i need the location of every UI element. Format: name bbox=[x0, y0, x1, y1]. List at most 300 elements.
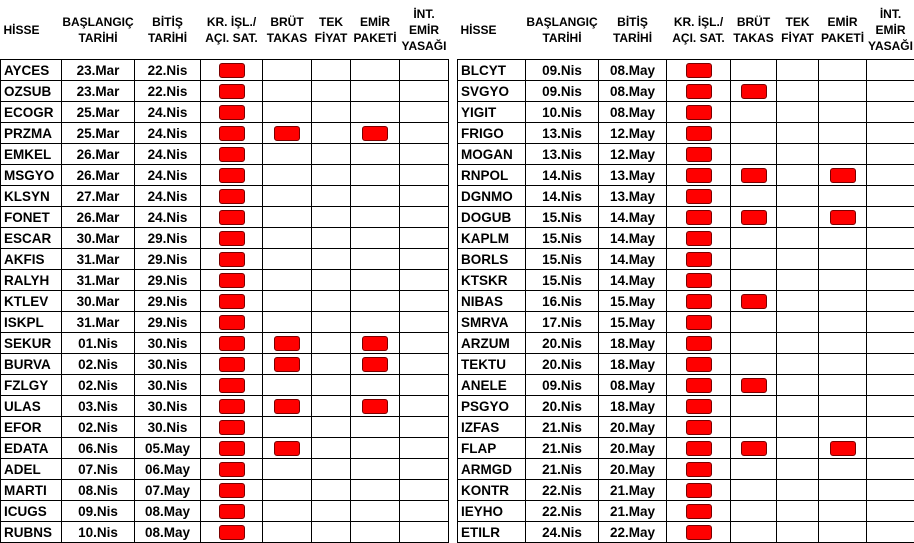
flag-cell-int bbox=[867, 102, 914, 123]
table-row bbox=[458, 396, 914, 417]
flag-cell-tek bbox=[777, 459, 819, 480]
end-date: 14.May bbox=[599, 207, 667, 228]
red-flag-marker bbox=[686, 399, 712, 414]
flag-cell-emir bbox=[819, 270, 867, 291]
table-row bbox=[458, 354, 914, 375]
end-date: 13.May bbox=[599, 186, 667, 207]
flag-cell-kr bbox=[201, 228, 263, 249]
red-flag-marker bbox=[219, 105, 245, 120]
stock-code: KLSYN bbox=[1, 186, 62, 207]
red-flag-marker bbox=[219, 63, 245, 78]
flag-cell-brut bbox=[263, 459, 312, 480]
stock-code: BURVA bbox=[1, 354, 62, 375]
flag-cell-brut bbox=[731, 501, 777, 522]
flag-cell-emir bbox=[819, 522, 867, 543]
flag-cell-kr bbox=[201, 459, 263, 480]
flag-cell-tek bbox=[777, 312, 819, 333]
end-date: 08.May bbox=[599, 375, 667, 396]
header-start-date: BAŞLANGIÇ TARİHİ bbox=[62, 14, 134, 45]
flag-cell-tek bbox=[312, 396, 351, 417]
table-row bbox=[458, 501, 914, 522]
table-row bbox=[1, 249, 449, 270]
flag-cell-int bbox=[867, 333, 914, 354]
header-single-price: TEK FİYAT bbox=[781, 14, 814, 45]
flag-cell-brut bbox=[263, 249, 312, 270]
flag-cell-int bbox=[400, 312, 449, 333]
flag-cell-emir bbox=[351, 60, 400, 81]
end-date: 08.May bbox=[599, 81, 667, 102]
table-row bbox=[1, 207, 449, 228]
end-date: 24.Nis bbox=[135, 123, 201, 144]
start-date: 22.Nis bbox=[526, 501, 599, 522]
flag-cell-brut bbox=[263, 354, 312, 375]
left-table-body bbox=[1, 60, 449, 543]
flag-cell-kr bbox=[667, 144, 731, 165]
stock-code: SMRVA bbox=[458, 312, 526, 333]
start-date: 13.Nis bbox=[526, 123, 599, 144]
red-flag-marker bbox=[219, 420, 245, 435]
start-date: 06.Nis bbox=[62, 438, 135, 459]
flag-cell-emir bbox=[351, 522, 400, 543]
flag-cell-brut bbox=[263, 375, 312, 396]
flag-cell-brut bbox=[263, 438, 312, 459]
red-flag-marker bbox=[741, 84, 767, 99]
flag-cell-brut bbox=[263, 144, 312, 165]
flag-cell-emir bbox=[819, 291, 867, 312]
flag-cell-tek bbox=[312, 501, 351, 522]
red-flag-marker bbox=[274, 336, 300, 351]
stock-code: KAPLM bbox=[458, 228, 526, 249]
red-flag-marker bbox=[362, 399, 388, 414]
flag-cell-tek bbox=[777, 501, 819, 522]
table-row bbox=[458, 207, 914, 228]
flag-cell-int bbox=[867, 312, 914, 333]
flag-cell-kr bbox=[201, 123, 263, 144]
flag-cell-int bbox=[400, 396, 449, 417]
flag-cell-emir bbox=[819, 417, 867, 438]
flag-cell-int bbox=[400, 438, 449, 459]
stock-code: ADEL bbox=[1, 459, 62, 480]
red-flag-marker bbox=[219, 294, 245, 309]
stock-code: IEYHO bbox=[458, 501, 526, 522]
flag-cell-int bbox=[400, 60, 449, 81]
flag-cell-int bbox=[867, 417, 914, 438]
table-row bbox=[458, 165, 914, 186]
flag-cell-emir bbox=[819, 333, 867, 354]
flag-cell-brut bbox=[731, 144, 777, 165]
end-date: 24.Nis bbox=[135, 186, 201, 207]
flag-cell-int bbox=[867, 186, 914, 207]
stock-code: ARMGD bbox=[458, 459, 526, 480]
stock-code: RUBNS bbox=[1, 522, 62, 543]
flag-cell-tek bbox=[312, 333, 351, 354]
flag-cell-kr bbox=[201, 270, 263, 291]
stock-code: ECOGR bbox=[1, 102, 62, 123]
start-date: 30.Mar bbox=[62, 291, 135, 312]
red-flag-marker bbox=[219, 525, 245, 540]
red-flag-marker bbox=[686, 462, 712, 477]
stock-code: MARTI bbox=[1, 480, 62, 501]
flag-cell-kr bbox=[201, 522, 263, 543]
flag-cell-int bbox=[867, 228, 914, 249]
end-date: 08.May bbox=[599, 102, 667, 123]
flag-cell-kr bbox=[201, 102, 263, 123]
flag-cell-int bbox=[867, 480, 914, 501]
red-flag-marker bbox=[686, 210, 712, 225]
flag-cell-brut bbox=[263, 165, 312, 186]
end-date: 30.Nis bbox=[135, 354, 201, 375]
table-row bbox=[458, 60, 914, 81]
end-date: 15.May bbox=[599, 312, 667, 333]
flag-cell-kr bbox=[667, 417, 731, 438]
flag-cell-emir bbox=[351, 270, 400, 291]
flag-cell-brut bbox=[263, 333, 312, 354]
table-row bbox=[1, 375, 449, 396]
stock-code: EMKEL bbox=[1, 144, 62, 165]
flag-cell-kr bbox=[201, 375, 263, 396]
red-flag-marker bbox=[274, 441, 300, 456]
flag-cell-int bbox=[867, 81, 914, 102]
start-date: 03.Nis bbox=[62, 396, 135, 417]
red-flag-marker bbox=[830, 210, 856, 225]
red-flag-marker bbox=[741, 441, 767, 456]
end-date: 22.Nis bbox=[135, 60, 201, 81]
start-date: 02.Nis bbox=[62, 417, 135, 438]
start-date: 31.Mar bbox=[62, 270, 135, 291]
stock-code: KTLEV bbox=[1, 291, 62, 312]
flag-cell-brut bbox=[731, 480, 777, 501]
flag-cell-kr bbox=[667, 102, 731, 123]
start-date: 26.Mar bbox=[62, 165, 135, 186]
header-internet-order-ban: İNT. EMİR YASAĞI bbox=[868, 6, 913, 53]
table-row bbox=[1, 459, 449, 480]
flag-cell-emir bbox=[351, 102, 400, 123]
red-flag-marker bbox=[686, 126, 712, 141]
flag-cell-int bbox=[400, 480, 449, 501]
flag-cell-tek bbox=[777, 291, 819, 312]
end-date: 12.May bbox=[599, 144, 667, 165]
flag-cell-tek bbox=[777, 102, 819, 123]
flag-cell-int bbox=[400, 81, 449, 102]
start-date: 17.Nis bbox=[526, 312, 599, 333]
start-date: 15.Nis bbox=[526, 207, 599, 228]
red-flag-marker bbox=[219, 483, 245, 498]
table-row bbox=[458, 291, 914, 312]
flag-cell-brut bbox=[731, 60, 777, 81]
stock-code: FLAP bbox=[458, 438, 526, 459]
stock-code: FRIGO bbox=[458, 123, 526, 144]
end-date: 21.May bbox=[599, 480, 667, 501]
red-flag-marker bbox=[686, 441, 712, 456]
flag-cell-brut bbox=[731, 207, 777, 228]
stock-code: AYCES bbox=[1, 60, 62, 81]
start-date: 01.Nis bbox=[62, 333, 135, 354]
end-date: 13.May bbox=[599, 165, 667, 186]
flag-cell-kr bbox=[667, 312, 731, 333]
flag-cell-kr bbox=[201, 396, 263, 417]
red-flag-marker bbox=[219, 168, 245, 183]
flag-cell-brut bbox=[731, 186, 777, 207]
end-date: 29.Nis bbox=[135, 291, 201, 312]
table-row bbox=[1, 522, 449, 543]
stock-code: YIGIT bbox=[458, 102, 526, 123]
table-row bbox=[458, 417, 914, 438]
start-date: 20.Nis bbox=[526, 354, 599, 375]
red-flag-marker bbox=[741, 294, 767, 309]
flag-cell-emir bbox=[351, 291, 400, 312]
flag-cell-kr bbox=[201, 438, 263, 459]
flag-cell-brut bbox=[263, 186, 312, 207]
red-flag-marker bbox=[219, 315, 245, 330]
end-date: 24.Nis bbox=[135, 144, 201, 165]
flag-cell-tek bbox=[312, 459, 351, 480]
start-date: 09.Nis bbox=[526, 81, 599, 102]
flag-cell-int bbox=[867, 501, 914, 522]
red-flag-marker bbox=[686, 63, 712, 78]
table-row bbox=[1, 123, 449, 144]
flag-cell-brut bbox=[263, 522, 312, 543]
flag-cell-tek bbox=[777, 123, 819, 144]
flag-cell-kr bbox=[201, 333, 263, 354]
start-date: 31.Mar bbox=[62, 249, 135, 270]
start-date: 21.Nis bbox=[526, 417, 599, 438]
table-row bbox=[458, 312, 914, 333]
end-date: 12.May bbox=[599, 123, 667, 144]
stock-code: ETILR bbox=[458, 522, 526, 543]
header-end-date: BİTİŞ TARİHİ bbox=[612, 14, 653, 45]
end-date: 29.Nis bbox=[135, 312, 201, 333]
start-date: 13.Nis bbox=[526, 144, 599, 165]
flag-cell-emir bbox=[819, 186, 867, 207]
table-row bbox=[1, 417, 449, 438]
end-date: 08.May bbox=[135, 522, 201, 543]
flag-cell-kr bbox=[201, 165, 263, 186]
start-date: 21.Nis bbox=[526, 459, 599, 480]
flag-cell-tek bbox=[312, 522, 351, 543]
flag-cell-brut bbox=[731, 438, 777, 459]
end-date: 29.Nis bbox=[135, 270, 201, 291]
table-row bbox=[458, 375, 914, 396]
flag-cell-int bbox=[867, 207, 914, 228]
start-date: 16.Nis bbox=[526, 291, 599, 312]
flag-cell-brut bbox=[263, 501, 312, 522]
stock-code: NIBAS bbox=[458, 291, 526, 312]
flag-cell-tek bbox=[312, 123, 351, 144]
stock-code: ICUGS bbox=[1, 501, 62, 522]
flag-cell-int bbox=[867, 354, 914, 375]
flag-cell-emir bbox=[819, 207, 867, 228]
flag-cell-kr bbox=[667, 480, 731, 501]
flag-cell-kr bbox=[201, 417, 263, 438]
end-date: 15.May bbox=[599, 291, 667, 312]
header-order-package: EMİR PAKETİ bbox=[820, 14, 865, 45]
red-flag-marker bbox=[274, 399, 300, 414]
end-date: 08.May bbox=[599, 60, 667, 81]
table-row bbox=[458, 522, 914, 543]
flag-cell-kr bbox=[201, 249, 263, 270]
red-flag-marker bbox=[219, 399, 245, 414]
start-date: 23.Mar bbox=[62, 60, 135, 81]
flag-cell-brut bbox=[263, 60, 312, 81]
flag-cell-kr bbox=[667, 333, 731, 354]
end-date: 21.May bbox=[599, 501, 667, 522]
start-date: 15.Nis bbox=[526, 228, 599, 249]
flag-cell-brut bbox=[731, 270, 777, 291]
stock-code: MSGYO bbox=[1, 165, 62, 186]
flag-cell-kr bbox=[201, 501, 263, 522]
red-flag-marker bbox=[686, 273, 712, 288]
red-flag-marker bbox=[274, 126, 300, 141]
flag-cell-tek bbox=[777, 207, 819, 228]
flag-cell-int bbox=[400, 207, 449, 228]
end-date: 22.Nis bbox=[135, 81, 201, 102]
header-credit-shortsell: KR. İŞL./ AÇI. SAT. bbox=[205, 14, 258, 45]
flag-cell-tek bbox=[777, 354, 819, 375]
flag-cell-emir bbox=[351, 228, 400, 249]
end-date: 18.May bbox=[599, 333, 667, 354]
flag-cell-emir bbox=[819, 60, 867, 81]
end-date: 24.Nis bbox=[135, 207, 201, 228]
flag-cell-int bbox=[400, 123, 449, 144]
stock-code: RALYH bbox=[1, 270, 62, 291]
flag-cell-kr bbox=[201, 354, 263, 375]
end-date: 22.May bbox=[599, 522, 667, 543]
flag-cell-int bbox=[867, 438, 914, 459]
table-row bbox=[1, 312, 449, 333]
flag-cell-emir bbox=[351, 333, 400, 354]
red-flag-marker bbox=[219, 441, 245, 456]
left-measures-table bbox=[0, 0, 449, 543]
stock-code: FONET bbox=[1, 207, 62, 228]
red-flag-marker bbox=[219, 231, 245, 246]
end-date: 14.May bbox=[599, 228, 667, 249]
table-row bbox=[1, 60, 449, 81]
flag-cell-kr bbox=[667, 438, 731, 459]
start-date: 07.Nis bbox=[62, 459, 135, 480]
flag-cell-tek bbox=[777, 165, 819, 186]
flag-cell-emir bbox=[819, 354, 867, 375]
start-date: 10.Nis bbox=[526, 102, 599, 123]
flag-cell-int bbox=[400, 501, 449, 522]
flag-cell-tek bbox=[777, 186, 819, 207]
flag-cell-kr bbox=[667, 186, 731, 207]
stock-code: MOGAN bbox=[458, 144, 526, 165]
flag-cell-tek bbox=[312, 270, 351, 291]
table-row bbox=[1, 480, 449, 501]
red-flag-marker bbox=[686, 357, 712, 372]
flag-cell-emir bbox=[351, 375, 400, 396]
end-date: 24.Nis bbox=[135, 102, 201, 123]
start-date: 24.Nis bbox=[526, 522, 599, 543]
flag-cell-tek bbox=[777, 375, 819, 396]
flag-cell-kr bbox=[667, 81, 731, 102]
end-date: 08.May bbox=[135, 501, 201, 522]
flag-cell-kr bbox=[201, 81, 263, 102]
flag-cell-int bbox=[400, 165, 449, 186]
flag-cell-emir bbox=[819, 249, 867, 270]
table-row bbox=[1, 354, 449, 375]
stock-code: BORLS bbox=[458, 249, 526, 270]
stock-code: SVGYO bbox=[458, 81, 526, 102]
flag-cell-kr bbox=[667, 60, 731, 81]
flag-cell-int bbox=[867, 144, 914, 165]
flag-cell-tek bbox=[777, 333, 819, 354]
stock-code: EFOR bbox=[1, 417, 62, 438]
red-flag-marker bbox=[219, 210, 245, 225]
table-row bbox=[1, 144, 449, 165]
flag-cell-emir bbox=[351, 207, 400, 228]
flag-cell-emir bbox=[351, 123, 400, 144]
flag-cell-brut bbox=[263, 312, 312, 333]
end-date: 14.May bbox=[599, 249, 667, 270]
header-single-price: TEK FİYAT bbox=[314, 14, 348, 45]
flag-cell-tek bbox=[777, 60, 819, 81]
header-hisse: HİSSE bbox=[460, 22, 497, 37]
flag-cell-emir bbox=[351, 312, 400, 333]
red-flag-marker bbox=[686, 483, 712, 498]
red-flag-marker bbox=[686, 252, 712, 267]
flag-cell-int bbox=[400, 249, 449, 270]
flag-cell-brut bbox=[731, 417, 777, 438]
table-row bbox=[1, 186, 449, 207]
header-gross-settlement: BRÜT TAKAS bbox=[733, 14, 774, 45]
flag-cell-tek bbox=[312, 291, 351, 312]
red-flag-marker bbox=[741, 378, 767, 393]
flag-cell-emir bbox=[351, 480, 400, 501]
start-date: 09.Nis bbox=[526, 60, 599, 81]
flag-cell-brut bbox=[263, 102, 312, 123]
stock-code: AKFIS bbox=[1, 249, 62, 270]
start-date: 14.Nis bbox=[526, 186, 599, 207]
stock-code: DGNMO bbox=[458, 186, 526, 207]
flag-cell-emir bbox=[819, 459, 867, 480]
table-row bbox=[458, 438, 914, 459]
start-date: 10.Nis bbox=[62, 522, 135, 543]
table-row bbox=[458, 102, 914, 123]
flag-cell-emir bbox=[351, 459, 400, 480]
start-date: 08.Nis bbox=[62, 480, 135, 501]
table-row bbox=[458, 249, 914, 270]
end-date: 18.May bbox=[599, 354, 667, 375]
flag-cell-brut bbox=[263, 270, 312, 291]
table-row bbox=[458, 333, 914, 354]
start-date: 30.Mar bbox=[62, 228, 135, 249]
table-row bbox=[1, 81, 449, 102]
stock-code: SEKUR bbox=[1, 333, 62, 354]
start-date: 22.Nis bbox=[526, 480, 599, 501]
end-date: 29.Nis bbox=[135, 228, 201, 249]
end-date: 20.May bbox=[599, 438, 667, 459]
start-date: 23.Mar bbox=[62, 81, 135, 102]
start-date: 27.Mar bbox=[62, 186, 135, 207]
flag-cell-brut bbox=[731, 396, 777, 417]
flag-cell-int bbox=[867, 375, 914, 396]
flag-cell-tek bbox=[312, 102, 351, 123]
red-flag-marker bbox=[686, 147, 712, 162]
flag-cell-brut bbox=[263, 207, 312, 228]
stock-code: ANELE bbox=[458, 375, 526, 396]
flag-cell-emir bbox=[819, 396, 867, 417]
flag-cell-int bbox=[400, 333, 449, 354]
start-date: 14.Nis bbox=[526, 165, 599, 186]
flag-cell-brut bbox=[731, 333, 777, 354]
flag-cell-brut bbox=[731, 354, 777, 375]
stock-code: IZFAS bbox=[458, 417, 526, 438]
header-order-package: EMİR PAKETİ bbox=[353, 14, 397, 45]
red-flag-marker bbox=[741, 210, 767, 225]
flag-cell-kr bbox=[201, 312, 263, 333]
red-flag-marker bbox=[219, 273, 245, 288]
